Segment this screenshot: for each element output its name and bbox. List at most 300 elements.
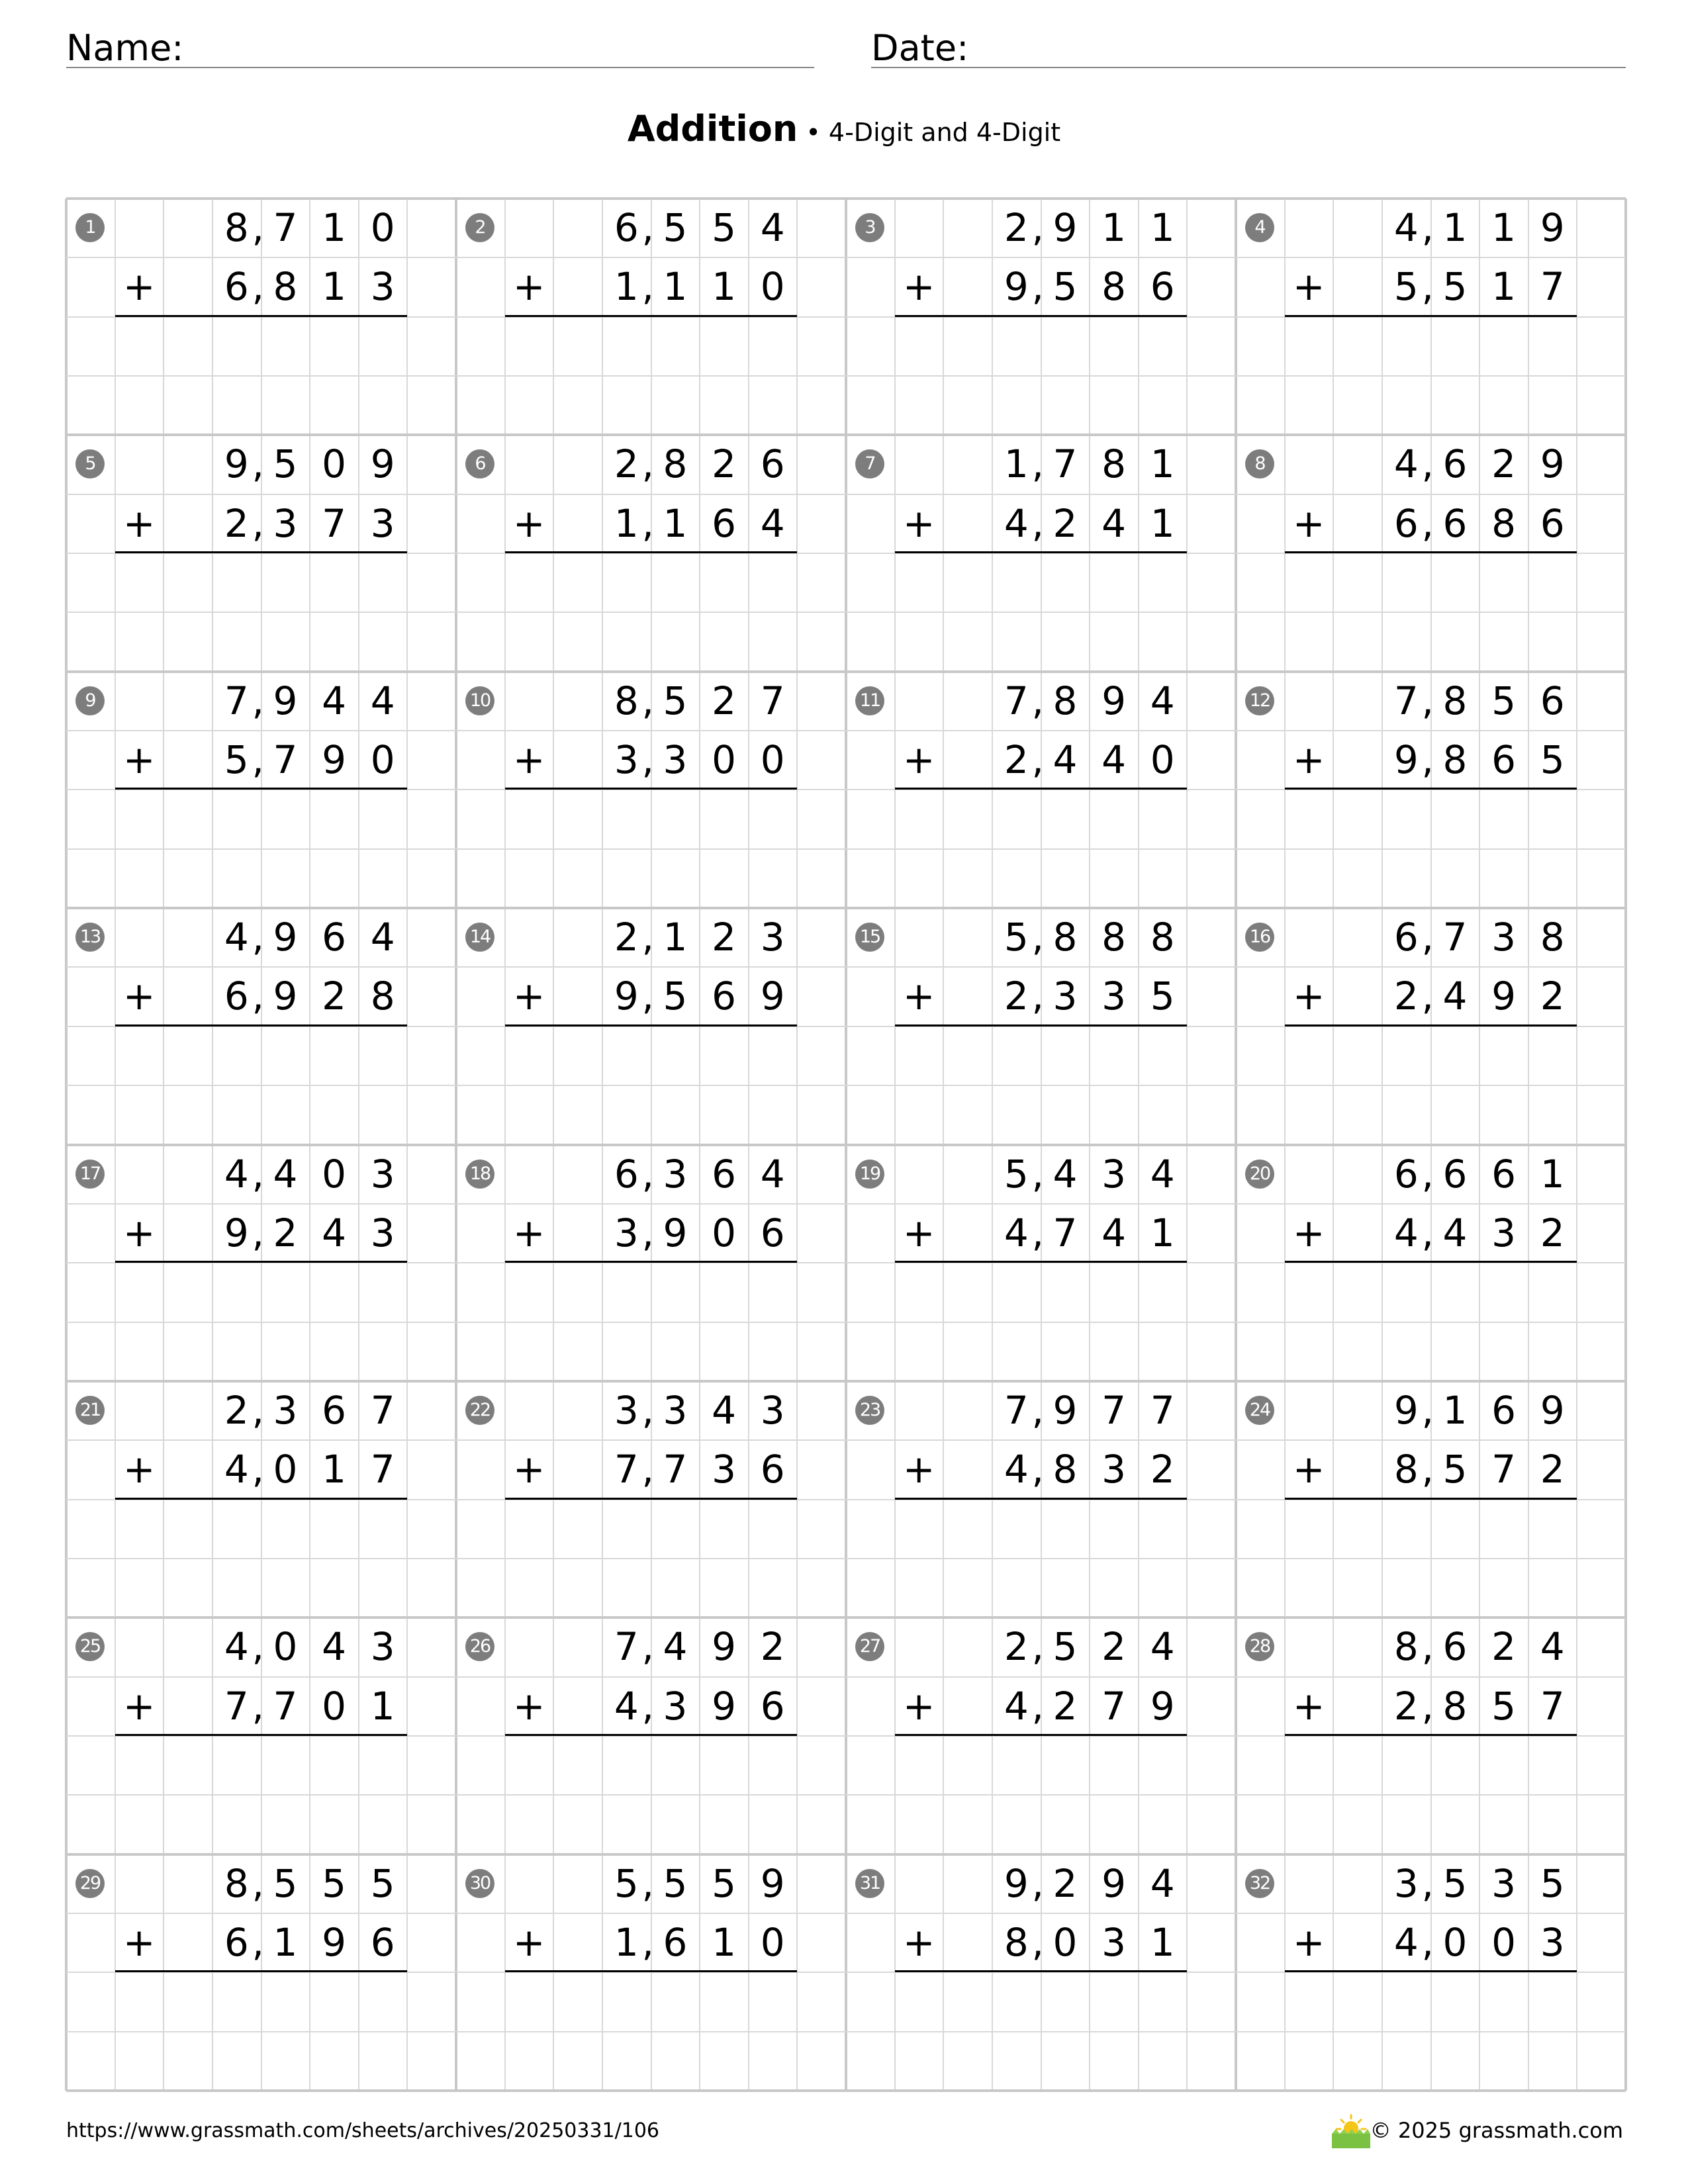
problem-number-badge: 5 [75,449,105,478]
plus-sign: + [512,1447,545,1492]
answer-cell[interactable] [1479,1026,1528,1085]
problem-number-badge: 28 [1245,1632,1274,1661]
answer-cell[interactable] [1528,1263,1577,1322]
grid-hline [66,966,1626,968]
answer-cell[interactable] [1528,317,1577,376]
answer-cell[interactable] [1382,1736,1431,1795]
addend-top-digit: 6 [1442,1151,1468,1197]
addend-top-digit: 5 [663,1860,688,1906]
answer-cell[interactable] [602,553,651,612]
addend-top-digit: 1 [1442,205,1468,250]
addend-top-digit: 9 [1102,678,1127,723]
plus-sign: + [512,974,545,1019]
thousands-comma: , [1421,1210,1434,1255]
addend-top-digit: 2 [1491,1624,1517,1670]
addend-top-digit: 4 [224,915,249,960]
answer-cell[interactable] [1479,317,1528,376]
answer-cell[interactable] [1528,553,1577,612]
thousands-comma: , [1421,1447,1434,1492]
addend-bottom-digit: 9 [1004,264,1029,310]
answer-cell[interactable] [602,1026,651,1085]
answer-cell[interactable] [1382,790,1431,848]
addend-top-digit: 5 [370,1860,395,1906]
addend-bottom-digit: 0 [1150,737,1175,783]
thousands-comma: , [1421,500,1434,546]
addend-bottom-digit: 2 [1393,974,1419,1019]
addend-top-digit: 4 [1150,1624,1175,1670]
answer-cell[interactable] [1479,553,1528,612]
thousands-comma: , [252,500,264,546]
addend-bottom-digit: 6 [1442,500,1468,546]
addend-bottom-digit: 2 [1540,1447,1565,1492]
addend-bottom-digit: 8 [1491,500,1517,546]
thousands-comma: , [1031,441,1044,487]
addend-top-digit: 3 [760,915,785,960]
addend-top-digit: 9 [1053,1387,1078,1433]
date-line[interactable] [871,67,1626,68]
answer-cell[interactable] [359,553,408,612]
answer-cell[interactable] [1041,1026,1090,1085]
grid-hline [66,1616,1626,1619]
answer-cell[interactable] [749,553,798,612]
answer-cell[interactable] [700,1972,749,2031]
grid-hline [66,2089,1626,2092]
thousands-comma: , [1421,1387,1434,1433]
addend-bottom-digit: 4 [614,1683,639,1729]
answer-cell[interactable] [1139,1026,1188,1085]
addend-bottom-digit: 2 [1053,500,1078,546]
answer-cell[interactable] [261,1736,310,1795]
addend-bottom-digit: 4 [1004,500,1029,546]
answer-cell[interactable] [749,317,798,376]
problem-number-badge: 12 [1245,686,1274,715]
answer-cell[interactable] [310,553,359,612]
answer-cell[interactable] [1528,1026,1577,1085]
answer-cell[interactable] [212,1026,261,1085]
addend-bottom-digit: 3 [712,1447,737,1492]
addend-top-digit: 1 [1150,205,1175,250]
addend-top-digit: 9 [1540,441,1565,487]
answer-cell[interactable] [261,1026,310,1085]
addend-top-digit: 4 [712,1387,737,1433]
addend-top-digit: 0 [322,1151,347,1197]
addend-bottom-digit: 0 [760,1919,785,1965]
answer-cell[interactable] [749,1026,798,1085]
addend-top-digit: 1 [322,205,347,250]
answer-cell[interactable] [1090,1972,1139,2031]
problem-number-badge: 4 [1245,213,1274,242]
addend-top-digit: 8 [663,441,688,487]
answer-cell[interactable] [1431,1736,1480,1795]
addend-bottom-digit: 4 [1102,1210,1127,1255]
addend-top-digit: 5 [273,441,298,487]
addend-top-digit: 6 [614,1151,639,1197]
answer-cell[interactable] [749,1263,798,1322]
addend-bottom-digit: 3 [1102,1447,1127,1492]
thousands-comma: , [641,1447,654,1492]
answer-cell[interactable] [1479,1500,1528,1559]
answer-cell[interactable] [261,1500,310,1559]
thousands-comma: , [1421,678,1434,723]
addend-bottom-digit: 8 [1102,264,1127,310]
answer-cell[interactable] [1479,790,1528,848]
addend-top-digit: 8 [1540,915,1565,960]
answer-cell[interactable] [700,1263,749,1322]
addend-bottom-digit: 5 [1393,264,1419,310]
addend-bottom-digit: 8 [1442,737,1468,783]
plus-sign: + [1292,1683,1325,1729]
addend-bottom-digit: 1 [663,500,688,546]
addend-bottom-digit: 7 [663,1447,688,1492]
answer-cell[interactable] [651,1972,700,2031]
answer-cell[interactable] [212,1500,261,1559]
answer-cell[interactable] [1528,1736,1577,1795]
thousands-comma: , [252,678,264,723]
thousands-comma: , [1031,1624,1044,1670]
addend-bottom-digit: 6 [1150,264,1175,310]
thousands-comma: , [1421,1860,1434,1906]
addend-top-digit: 1 [1102,205,1127,250]
grid-hline [66,1676,1626,1678]
answer-cell[interactable] [1090,1500,1139,1559]
answer-cell[interactable] [1479,1263,1528,1322]
answer-cell[interactable] [310,1263,359,1322]
addend-top-digit: 4 [1150,678,1175,723]
thousands-comma: , [641,974,654,1019]
thousands-comma: , [641,205,654,250]
addend-bottom-digit: 7 [322,500,347,546]
addend-bottom-digit: 9 [1150,1683,1175,1729]
plus-sign: + [1292,974,1325,1019]
answer-cell[interactable] [1041,790,1090,848]
answer-cell[interactable] [261,790,310,848]
grid-hline [66,730,1626,731]
answer-cell[interactable] [1382,1263,1431,1322]
answer-cell[interactable] [992,1972,1041,2031]
problem-number-badge: 18 [465,1160,494,1189]
addend-top-digit: 4 [370,678,395,723]
thousands-comma: , [1031,737,1044,783]
plus-sign: + [1292,500,1325,546]
answer-cell[interactable] [1041,1500,1090,1559]
addend-top-digit: 4 [322,1624,347,1670]
answer-cell[interactable] [1139,1736,1188,1795]
plus-sign: + [902,1447,935,1492]
answer-cell[interactable] [700,1736,749,1795]
answer-cell[interactable] [749,1500,798,1559]
addend-bottom-digit: 6 [760,1683,785,1729]
answer-cell[interactable] [1139,1972,1188,2031]
answer-cell[interactable] [749,1736,798,1795]
addend-top-digit: 6 [614,205,639,250]
answer-cell[interactable] [1041,553,1090,612]
addend-top-digit: 3 [663,1151,688,1197]
answer-cell[interactable] [1431,1500,1480,1559]
addend-bottom-digit: 9 [273,974,298,1019]
title-subtitle: 4-Digit and 4-Digit [828,118,1061,147]
answer-cell[interactable] [261,553,310,612]
addend-bottom-digit: 2 [224,500,249,546]
answer-cell[interactable] [261,317,310,376]
addend-bottom-digit: 5 [1150,974,1175,1019]
addend-bottom-digit: 6 [1540,500,1565,546]
date-label: Date: [871,27,969,69]
answer-cell[interactable] [261,1263,310,1322]
addend-bottom-digit: 5 [1442,264,1468,310]
answer-cell[interactable] [1528,790,1577,848]
answer-cell[interactable] [1382,1026,1431,1085]
thousands-comma: , [641,915,654,960]
answer-cell[interactable] [1090,553,1139,612]
addend-top-digit: 7 [224,678,249,723]
problem-number-badge: 24 [1245,1396,1274,1425]
answer-cell[interactable] [700,317,749,376]
addend-top-digit: 5 [712,205,737,250]
addend-top-digit: 7 [614,1624,639,1670]
thousands-comma: , [1031,1151,1044,1197]
answer-cell[interactable] [359,1972,408,2031]
answer-cell[interactable] [1431,1972,1480,2031]
addend-top-digit: 9 [760,1860,785,1906]
thousands-comma: , [252,441,264,487]
addend-bottom-digit: 9 [322,737,347,783]
answer-cell[interactable] [992,790,1041,848]
answer-cell[interactable] [1479,1736,1528,1795]
addend-bottom-digit: 4 [1004,1447,1029,1492]
answer-cell[interactable] [212,553,261,612]
addend-bottom-digit: 7 [1540,264,1565,310]
answer-cell[interactable] [700,1026,749,1085]
addend-bottom-digit: 7 [1053,1210,1078,1255]
answer-cell[interactable] [1041,317,1090,376]
answer-cell[interactable] [651,1736,700,1795]
addend-bottom-digit: 7 [1102,1683,1127,1729]
thousands-comma: , [641,264,654,310]
addend-top-digit: 9 [273,915,298,960]
plus-sign: + [122,1683,156,1729]
addend-top-digit: 9 [1004,1860,1029,1906]
answer-cell[interactable] [749,790,798,848]
answer-cell[interactable] [1090,317,1139,376]
answer-cell[interactable] [602,1263,651,1322]
answer-cell[interactable] [359,1263,408,1322]
addend-bottom-digit: 8 [1442,1683,1468,1729]
addend-top-digit: 1 [1150,441,1175,487]
addend-top-digit: 4 [1053,1151,1078,1197]
addend-bottom-digit: 8 [273,264,298,310]
answer-cell[interactable] [1041,1736,1090,1795]
answer-cell[interactable] [1382,317,1431,376]
problem-number-badge: 26 [465,1632,494,1661]
answer-cell[interactable] [992,553,1041,612]
answer-cell[interactable] [359,1736,408,1795]
answer-cell[interactable] [651,790,700,848]
addend-top-digit: 5 [1442,1860,1468,1906]
addend-bottom-digit: 6 [1491,737,1517,783]
addend-top-digit: 8 [224,205,249,250]
addend-top-digit: 5 [1540,1860,1565,1906]
answer-cell[interactable] [1528,1500,1577,1559]
addend-bottom-digit: 2 [1004,737,1029,783]
answer-cell[interactable] [1090,1736,1139,1795]
answer-cell[interactable] [1382,553,1431,612]
addend-top-digit: 9 [273,678,298,723]
grid-hline [66,494,1626,495]
answer-cell[interactable] [310,1026,359,1085]
plus-sign: + [512,1919,545,1965]
thousands-comma: , [641,441,654,487]
thousands-comma: , [641,1683,654,1729]
addend-bottom-digit: 2 [322,974,347,1019]
answer-cell[interactable] [359,1500,408,1559]
addend-top-digit: 7 [1442,915,1468,960]
name-line[interactable] [66,67,814,68]
answer-cell[interactable] [261,1972,310,2031]
answer-cell[interactable] [1041,1263,1090,1322]
problem-number-badge: 17 [75,1160,105,1189]
answer-cell[interactable] [310,790,359,848]
answer-cell[interactable] [212,790,261,848]
addend-top-digit: 1 [1004,441,1029,487]
thousands-comma: , [1421,915,1434,960]
plus-sign: + [512,1210,545,1255]
addend-bottom-digit: 4 [224,1447,249,1492]
answer-cell[interactable] [700,1500,749,1559]
answer-cell[interactable] [1382,1972,1431,2031]
addend-top-digit: 5 [1053,1624,1078,1670]
answer-cell[interactable] [1090,790,1139,848]
addend-bottom-digit: 8 [1004,1919,1029,1965]
thousands-comma: , [1031,264,1044,310]
addend-top-digit: 4 [760,1151,785,1197]
addend-bottom-digit: 0 [1053,1919,1078,1965]
thousands-comma: , [641,1151,654,1197]
addend-top-digit: 5 [273,1860,298,1906]
answer-cell[interactable] [992,1026,1041,1085]
addend-top-digit: 7 [1004,1387,1029,1433]
answer-cell[interactable] [1431,1026,1480,1085]
answer-cell[interactable] [602,1972,651,2031]
answer-cell[interactable] [310,1500,359,1559]
answer-cell[interactable] [1431,553,1480,612]
problem-number-badge: 9 [75,686,105,715]
plus-sign: + [1292,264,1325,310]
answer-cell[interactable] [1090,1026,1139,1085]
addend-bottom-digit: 2 [1540,974,1565,1019]
answer-cell[interactable] [602,1500,651,1559]
answer-cell[interactable] [1382,1500,1431,1559]
addend-bottom-digit: 6 [712,500,737,546]
answer-cell[interactable] [310,317,359,376]
addend-top-digit: 3 [273,1387,298,1433]
footer-copyright: © 2025 grassmath.com [1370,2118,1623,2143]
answer-cell[interactable] [651,553,700,612]
answer-cell[interactable] [602,790,651,848]
plus-sign: + [122,1919,156,1965]
answer-cell[interactable] [602,1736,651,1795]
grid-hline [66,197,1626,200]
addend-top-digit: 7 [1150,1387,1175,1433]
answer-cell[interactable] [992,1263,1041,1322]
answer-cell[interactable] [602,317,651,376]
addend-bottom-digit: 1 [712,264,737,310]
addend-top-digit: 6 [322,1387,347,1433]
title-main: Addition [627,108,798,150]
answer-cell[interactable] [212,1736,261,1795]
addend-top-digit: 7 [1004,678,1029,723]
problem-number-badge: 14 [465,923,494,952]
answer-cell[interactable] [1139,317,1188,376]
answer-cell[interactable] [310,1736,359,1795]
answer-cell[interactable] [651,1263,700,1322]
answer-cell[interactable] [651,317,700,376]
addend-top-digit: 6 [1491,1387,1517,1433]
addend-bottom-digit: 1 [614,500,639,546]
addend-bottom-digit: 0 [1442,1919,1468,1965]
addend-top-digit: 1 [1442,1387,1468,1433]
answer-cell[interactable] [1139,553,1188,612]
addend-bottom-digit: 7 [370,1447,395,1492]
answer-cell[interactable] [359,790,408,848]
problem-number-badge: 29 [75,1869,105,1898]
thousands-comma: , [252,1387,264,1433]
problem-number-badge: 3 [855,213,884,242]
answer-cell[interactable] [212,317,261,376]
answer-cell[interactable] [359,1026,408,1085]
addend-bottom-digit: 1 [273,1919,298,1965]
answer-cell[interactable] [1479,1972,1528,2031]
answer-cell[interactable] [1139,1263,1188,1322]
answer-cell[interactable] [1431,790,1480,848]
thousands-comma: , [1421,1624,1434,1670]
addend-top-digit: 9 [1102,1860,1127,1906]
addend-bottom-digit: 4 [1442,1210,1468,1255]
answer-cell[interactable] [651,1500,700,1559]
thousands-comma: , [641,500,654,546]
addend-top-digit: 4 [1393,441,1419,487]
answer-cell[interactable] [700,553,749,612]
answer-cell[interactable] [1139,1500,1188,1559]
answer-cell[interactable] [1431,317,1480,376]
addend-top-digit: 2 [614,441,639,487]
addend-top-digit: 5 [663,205,688,250]
answer-cell[interactable] [1041,1972,1090,2031]
answer-cell[interactable] [992,1736,1041,1795]
thousands-comma: , [252,915,264,960]
addend-bottom-digit: 3 [614,1210,639,1255]
addend-top-digit: 4 [370,915,395,960]
addend-bottom-digit: 2 [1393,1683,1419,1729]
addend-top-digit: 2 [1491,441,1517,487]
answer-cell[interactable] [1431,1263,1480,1322]
answer-cell[interactable] [1090,1263,1139,1322]
answer-cell[interactable] [1139,790,1188,848]
answer-cell[interactable] [310,1972,359,2031]
problem-number-badge: 6 [465,449,494,478]
answer-cell[interactable] [992,1500,1041,1559]
thousands-comma: , [1421,1683,1434,1729]
answer-cell[interactable] [992,317,1041,376]
answer-cell[interactable] [749,1972,798,2031]
addend-bottom-digit: 4 [760,500,785,546]
answer-cell[interactable] [359,317,408,376]
answer-cell[interactable] [212,1263,261,1322]
answer-cell[interactable] [700,790,749,848]
answer-cell[interactable] [1528,1972,1577,2031]
answer-cell[interactable] [651,1026,700,1085]
addend-top-digit: 6 [1442,441,1468,487]
answer-cell[interactable] [212,1972,261,2031]
